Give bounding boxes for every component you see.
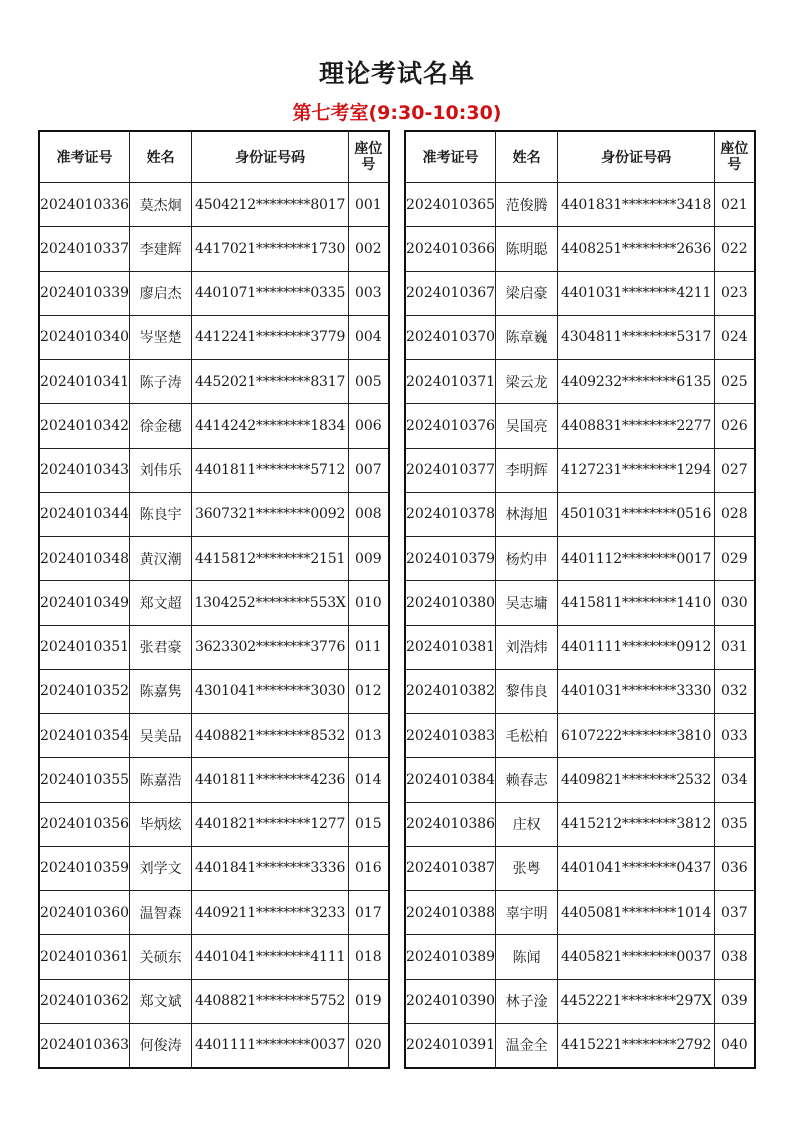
exam-no-cell: 2024010362 bbox=[39, 979, 130, 1023]
id-card-cell: 4409211********3233 bbox=[192, 891, 349, 935]
id-card-cell: 4408251********2636 bbox=[558, 227, 715, 271]
roster-table-right bbox=[404, 130, 756, 1069]
seat-cell: 019 bbox=[349, 979, 389, 1023]
name-cell: 李明辉 bbox=[496, 448, 558, 492]
exam-no-cell: 2024010344 bbox=[39, 492, 130, 536]
name-cell: 毛松柏 bbox=[496, 714, 558, 758]
exam-no-cell: 2024010370 bbox=[405, 315, 496, 359]
id-card-cell: 4301041********3030 bbox=[192, 669, 349, 713]
table-row bbox=[405, 492, 755, 536]
exam-no-cell: 2024010383 bbox=[405, 714, 496, 758]
seat-cell: 026 bbox=[715, 404, 755, 448]
name-cell: 黄汉潮 bbox=[130, 537, 192, 581]
id-card-cell: 4412241********3779 bbox=[192, 315, 349, 359]
seat-cell: 034 bbox=[715, 758, 755, 802]
exam-no-cell: 2024010380 bbox=[405, 581, 496, 625]
name-cell: 陈明聪 bbox=[496, 227, 558, 271]
exam-no-cell: 2024010388 bbox=[405, 891, 496, 935]
seat-cell: 003 bbox=[349, 271, 389, 315]
seat-cell: 039 bbox=[715, 979, 755, 1023]
seat-cell: 023 bbox=[715, 271, 755, 315]
exam-no-cell: 2024010359 bbox=[39, 846, 130, 890]
exam-no-cell: 2024010389 bbox=[405, 935, 496, 979]
table-row bbox=[405, 360, 755, 404]
seat-cell: 015 bbox=[349, 802, 389, 846]
table-row bbox=[39, 581, 389, 625]
seat-cell: 030 bbox=[715, 581, 755, 625]
name-cell: 徐金穗 bbox=[130, 404, 192, 448]
table-row bbox=[405, 669, 755, 713]
name-cell: 陈嘉隽 bbox=[130, 669, 192, 713]
header-id-card: 身份证号码 bbox=[192, 131, 349, 183]
exam-no-cell: 2024010348 bbox=[39, 537, 130, 581]
table-row bbox=[39, 846, 389, 890]
id-card-cell: 4127231********1294 bbox=[558, 448, 715, 492]
exam-no-cell: 2024010363 bbox=[39, 1023, 130, 1068]
exam-no-cell: 2024010339 bbox=[39, 271, 130, 315]
name-cell: 庄权 bbox=[496, 802, 558, 846]
seat-cell: 040 bbox=[715, 1023, 755, 1068]
header-exam-no: 准考证号 bbox=[39, 131, 130, 183]
exam-no-cell: 2024010387 bbox=[405, 846, 496, 890]
seat-cell: 036 bbox=[715, 846, 755, 890]
id-card-cell: 4401031********3330 bbox=[558, 669, 715, 713]
name-cell: 温智森 bbox=[130, 891, 192, 935]
id-card-cell: 4415221********2792 bbox=[558, 1023, 715, 1068]
seat-cell: 035 bbox=[715, 802, 755, 846]
exam-no-cell: 2024010341 bbox=[39, 360, 130, 404]
seat-cell: 001 bbox=[349, 183, 389, 227]
seat-cell: 022 bbox=[715, 227, 755, 271]
seat-cell: 033 bbox=[715, 714, 755, 758]
table-row bbox=[39, 625, 389, 669]
exam-no-cell: 2024010351 bbox=[39, 625, 130, 669]
name-cell: 辜宇明 bbox=[496, 891, 558, 935]
exam-no-cell: 2024010379 bbox=[405, 537, 496, 581]
table-row bbox=[39, 802, 389, 846]
table-row bbox=[405, 271, 755, 315]
id-card-cell: 4409821********2532 bbox=[558, 758, 715, 802]
table-row bbox=[405, 227, 755, 271]
exam-no-cell: 2024010376 bbox=[405, 404, 496, 448]
name-cell: 张粤 bbox=[496, 846, 558, 890]
id-card-cell: 4415811********1410 bbox=[558, 581, 715, 625]
exam-no-cell: 2024010366 bbox=[405, 227, 496, 271]
table-row bbox=[39, 758, 389, 802]
id-card-cell: 1304252********553X bbox=[192, 581, 349, 625]
id-card-cell: 4414242********1834 bbox=[192, 404, 349, 448]
name-cell: 毕炳炫 bbox=[130, 802, 192, 846]
table-row bbox=[405, 935, 755, 979]
exam-no-cell: 2024010377 bbox=[405, 448, 496, 492]
id-card-cell: 6107222********3810 bbox=[558, 714, 715, 758]
name-cell: 刘浩炜 bbox=[496, 625, 558, 669]
id-card-cell: 4504212********8017 bbox=[192, 183, 349, 227]
exam-no-cell: 2024010340 bbox=[39, 315, 130, 359]
seat-cell: 037 bbox=[715, 891, 755, 935]
id-card-cell: 4401111********0912 bbox=[558, 625, 715, 669]
name-cell: 刘伟乐 bbox=[130, 448, 192, 492]
id-card-cell: 4408821********5752 bbox=[192, 979, 349, 1023]
table-row bbox=[405, 979, 755, 1023]
id-card-cell: 4304811********5317 bbox=[558, 315, 715, 359]
id-card-cell: 4409232********6135 bbox=[558, 360, 715, 404]
seat-cell: 027 bbox=[715, 448, 755, 492]
exam-no-cell: 2024010378 bbox=[405, 492, 496, 536]
id-card-cell: 4408831********2277 bbox=[558, 404, 715, 448]
seat-cell: 018 bbox=[349, 935, 389, 979]
seat-cell: 014 bbox=[349, 758, 389, 802]
id-card-cell: 3623302********3776 bbox=[192, 625, 349, 669]
id-card-cell: 4401112********0017 bbox=[558, 537, 715, 581]
name-cell: 赖春志 bbox=[496, 758, 558, 802]
id-card-cell: 4401031********4211 bbox=[558, 271, 715, 315]
name-cell: 梁启豪 bbox=[496, 271, 558, 315]
name-cell: 吴美品 bbox=[130, 714, 192, 758]
id-card-cell: 4405821********0037 bbox=[558, 935, 715, 979]
seat-cell: 029 bbox=[715, 537, 755, 581]
table-row bbox=[405, 448, 755, 492]
seat-cell: 038 bbox=[715, 935, 755, 979]
table-row bbox=[39, 271, 389, 315]
page-title: 理论考试名单 bbox=[318, 59, 475, 88]
seat-cell: 025 bbox=[715, 360, 755, 404]
name-cell: 莫杰炯 bbox=[130, 183, 192, 227]
exam-no-cell: 2024010342 bbox=[39, 404, 130, 448]
roster-body-left bbox=[39, 183, 389, 1069]
exam-no-cell: 2024010355 bbox=[39, 758, 130, 802]
id-card-cell: 4408821********8532 bbox=[192, 714, 349, 758]
exam-no-cell: 2024010386 bbox=[405, 802, 496, 846]
exam-no-cell: 2024010382 bbox=[405, 669, 496, 713]
id-card-cell: 4417021********1730 bbox=[192, 227, 349, 271]
exam-no-cell: 2024010390 bbox=[405, 979, 496, 1023]
id-card-cell: 4452021********8317 bbox=[192, 360, 349, 404]
id-card-cell: 4401041********4111 bbox=[192, 935, 349, 979]
id-card-cell: 4401831********3418 bbox=[558, 183, 715, 227]
name-cell: 林海旭 bbox=[496, 492, 558, 536]
table-row bbox=[405, 183, 755, 227]
exam-no-cell: 2024010381 bbox=[405, 625, 496, 669]
table-row bbox=[405, 1023, 755, 1068]
table-header-row bbox=[39, 131, 389, 183]
exam-no-cell: 2024010367 bbox=[405, 271, 496, 315]
name-cell: 吴志墉 bbox=[496, 581, 558, 625]
table-row bbox=[405, 802, 755, 846]
id-card-cell: 3607321********0092 bbox=[192, 492, 349, 536]
exam-no-cell: 2024010384 bbox=[405, 758, 496, 802]
table-row bbox=[39, 183, 389, 227]
exam-no-cell: 2024010371 bbox=[405, 360, 496, 404]
name-cell: 林子淦 bbox=[496, 979, 558, 1023]
id-card-cell: 4405081********1014 bbox=[558, 891, 715, 935]
id-card-cell: 4401071********0335 bbox=[192, 271, 349, 315]
exam-no-cell: 2024010391 bbox=[405, 1023, 496, 1068]
header-name: 姓名 bbox=[496, 131, 558, 183]
name-cell: 岑坚楚 bbox=[130, 315, 192, 359]
seat-cell: 032 bbox=[715, 669, 755, 713]
header-seat: 座位号 bbox=[349, 131, 389, 183]
table-row bbox=[39, 315, 389, 359]
seat-cell: 007 bbox=[349, 448, 389, 492]
seat-cell: 008 bbox=[349, 492, 389, 536]
name-cell: 陈嘉浩 bbox=[130, 758, 192, 802]
name-cell: 陈闻 bbox=[496, 935, 558, 979]
exam-no-cell: 2024010336 bbox=[39, 183, 130, 227]
table-row bbox=[39, 979, 389, 1023]
table-row bbox=[405, 714, 755, 758]
exam-no-cell: 2024010360 bbox=[39, 891, 130, 935]
name-cell: 吴国亮 bbox=[496, 404, 558, 448]
seat-cell: 004 bbox=[349, 315, 389, 359]
table-header-row bbox=[405, 131, 755, 183]
table-row bbox=[39, 537, 389, 581]
seat-cell: 017 bbox=[349, 891, 389, 935]
id-card-cell: 4401041********0437 bbox=[558, 846, 715, 890]
header-seat: 座位号 bbox=[715, 131, 755, 183]
exam-no-cell: 2024010349 bbox=[39, 581, 130, 625]
name-cell: 郑文超 bbox=[130, 581, 192, 625]
name-cell: 梁云龙 bbox=[496, 360, 558, 404]
table-row bbox=[405, 891, 755, 935]
exam-no-cell: 2024010352 bbox=[39, 669, 130, 713]
seat-cell: 031 bbox=[715, 625, 755, 669]
name-cell: 陈章巍 bbox=[496, 315, 558, 359]
name-cell: 范俊腾 bbox=[496, 183, 558, 227]
exam-no-cell: 2024010365 bbox=[405, 183, 496, 227]
seat-cell: 010 bbox=[349, 581, 389, 625]
seat-cell: 028 bbox=[715, 492, 755, 536]
table-row bbox=[405, 315, 755, 359]
exam-no-cell: 2024010337 bbox=[39, 227, 130, 271]
table-row bbox=[39, 714, 389, 758]
seat-cell: 016 bbox=[349, 846, 389, 890]
name-cell: 何俊涛 bbox=[130, 1023, 192, 1068]
id-card-cell: 4401811********4236 bbox=[192, 758, 349, 802]
seat-cell: 013 bbox=[349, 714, 389, 758]
name-cell: 陈子涛 bbox=[130, 360, 192, 404]
seat-cell: 012 bbox=[349, 669, 389, 713]
exam-no-cell: 2024010361 bbox=[39, 935, 130, 979]
table-row bbox=[405, 846, 755, 890]
table-row bbox=[405, 625, 755, 669]
id-card-cell: 4401811********5712 bbox=[192, 448, 349, 492]
table-row bbox=[39, 448, 389, 492]
table-row bbox=[39, 492, 389, 536]
name-cell: 杨灼申 bbox=[496, 537, 558, 581]
table-row bbox=[405, 537, 755, 581]
header-name: 姓名 bbox=[130, 131, 192, 183]
seat-cell: 006 bbox=[349, 404, 389, 448]
name-cell: 陈良宇 bbox=[130, 492, 192, 536]
exam-no-cell: 2024010356 bbox=[39, 802, 130, 846]
roster-body-right bbox=[405, 183, 755, 1069]
exam-no-cell: 2024010354 bbox=[39, 714, 130, 758]
exam-no-cell: 2024010343 bbox=[39, 448, 130, 492]
id-card-cell: 4401111********0037 bbox=[192, 1023, 349, 1068]
id-card-cell: 4415812********2151 bbox=[192, 537, 349, 581]
name-cell: 李建辉 bbox=[130, 227, 192, 271]
name-cell: 张君豪 bbox=[130, 625, 192, 669]
table-row bbox=[405, 404, 755, 448]
seat-cell: 021 bbox=[715, 183, 755, 227]
roster-table-left bbox=[38, 130, 390, 1069]
table-row bbox=[39, 669, 389, 713]
table-row bbox=[39, 227, 389, 271]
table-row bbox=[39, 1023, 389, 1068]
seat-cell: 002 bbox=[349, 227, 389, 271]
id-card-cell: 4401821********1277 bbox=[192, 802, 349, 846]
seat-cell: 009 bbox=[349, 537, 389, 581]
id-card-cell: 4415212********3812 bbox=[558, 802, 715, 846]
id-card-cell: 4501031********0516 bbox=[558, 492, 715, 536]
name-cell: 温金全 bbox=[496, 1023, 558, 1068]
name-cell: 黎伟良 bbox=[496, 669, 558, 713]
exam-room-subtitle: 第七考室(9:30-10:30) bbox=[292, 102, 502, 124]
name-cell: 刘学文 bbox=[130, 846, 192, 890]
name-cell: 郑文斌 bbox=[130, 979, 192, 1023]
table-row bbox=[405, 758, 755, 802]
seat-cell: 011 bbox=[349, 625, 389, 669]
seat-cell: 024 bbox=[715, 315, 755, 359]
name-cell: 关硕东 bbox=[130, 935, 192, 979]
seat-cell: 020 bbox=[349, 1023, 389, 1068]
table-row bbox=[39, 404, 389, 448]
table-row bbox=[405, 581, 755, 625]
header-id-card: 身份证号码 bbox=[558, 131, 715, 183]
table-row bbox=[39, 935, 389, 979]
id-card-cell: 4401841********3336 bbox=[192, 846, 349, 890]
seat-cell: 005 bbox=[349, 360, 389, 404]
id-card-cell: 4452221********297X bbox=[558, 979, 715, 1023]
header-exam-no: 准考证号 bbox=[405, 131, 496, 183]
table-row bbox=[39, 891, 389, 935]
table-row bbox=[39, 360, 389, 404]
name-cell: 廖启杰 bbox=[130, 271, 192, 315]
